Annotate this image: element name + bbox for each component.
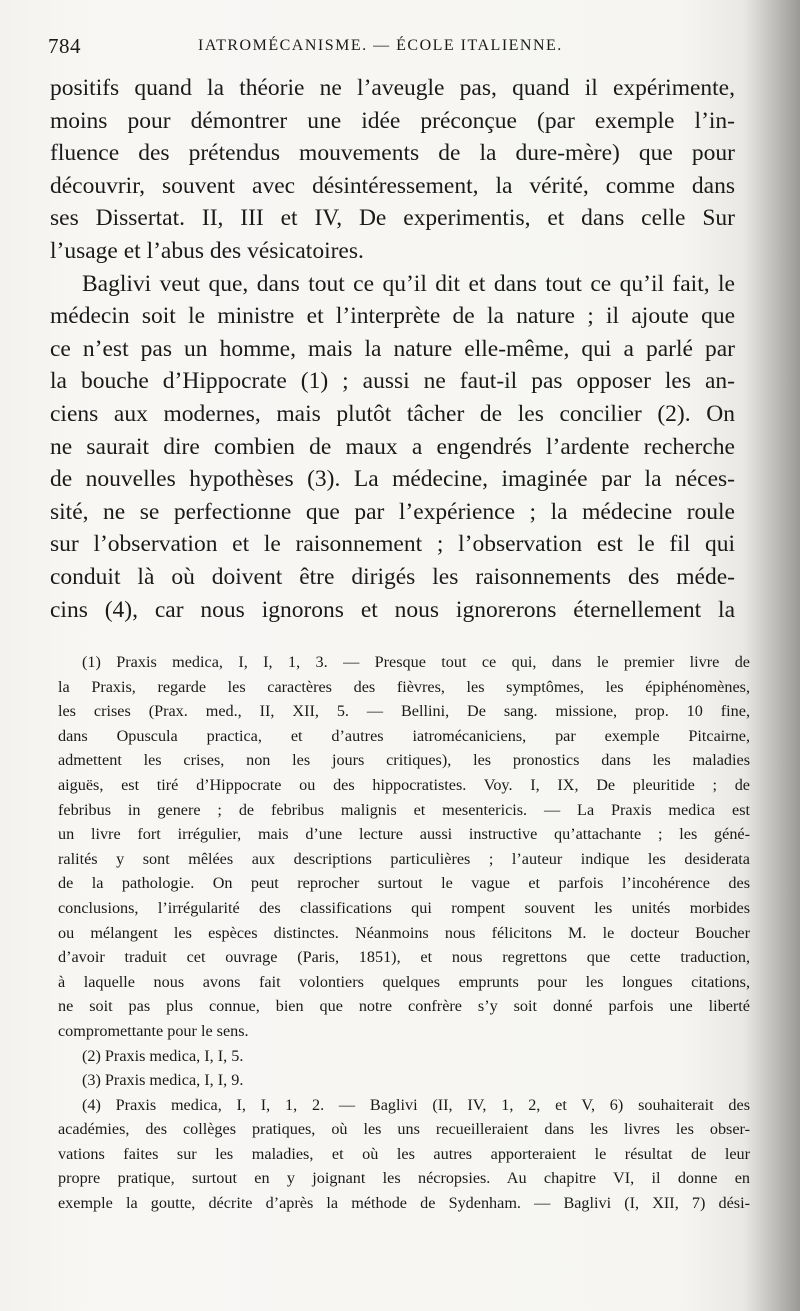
body-line: fluence des prétendus mouvements de la dure-mère) que pour [50,140,735,167]
body-line: la bouche d’Hippocrate (1) ; aussi ne faut-il pas opposer les an- [50,368,735,395]
body-line: ses Dissertat. II, III et IV, De experimentis, et dans celle Sur [50,205,735,232]
footnote-line: compromettante pour le sens. [58,1021,249,1040]
footnote-line: ou mélangent les espèces distinctes. Néanmoins nous félicitons M. le docteur Boucher [58,923,750,942]
footnote-line: dans Opuscula practica, et d’autres iatromécaniciens, par exemple Pitcairne, [58,726,750,745]
body-line: ciens aux modernes, mais plutôt tâcher de les concilier (2). On [50,400,735,427]
body-line: découvrir, souvent avec désintéressement, la vérité, comme dans [50,172,735,199]
footnote-line: vations faites sur les maladies, et où les autres apporteraient le résultat de leur [58,1144,750,1163]
body-line: positifs quand la théorie ne l’aveugle pas, quand il expérimente, [50,75,735,101]
footnote-line: admettent les crises, non les jours critiques), les pronostics dans les maladies [58,751,750,770]
footnote-line: (1) Praxis medica, I, I, 1, 3. — Presque tout ce qui, dans le premier livre de [82,653,750,671]
footnote-line: un livre fort irrégulier, mais d’une lecture aussi instructive qu’attachante ; les géné- [58,825,750,844]
footnote-line: ne soit pas plus connue, bien que notre confrère s’y soit donné parfois une liberté [58,997,750,1016]
body-line: sur l’observation et le raisonnement ; l’observation est le fil qui [50,531,735,558]
footnote-line: d’avoir traduit cet ouvrage (Paris, 1851), et nous regrettons que cette traduction, [58,948,750,967]
body-line: ce n’est pas un homme, mais la nature elle-même, qui a parlé par [50,335,735,362]
body-line: ne saurait dire combien de maux a engendrés l’ardente recherche [50,433,735,460]
body-line: médecin soit le ministre et l’interprète de la nature ; il ajoute que [50,303,735,330]
footnote-line: à laquelle nous avons fait volontiers quelques emprunts pour les longues citations, [58,972,750,991]
footnote-line: (3) Praxis medica, I, I, 9. [82,1071,244,1090]
running-head: IATROMÉCANISME. — ÉCOLE ITALIENNE. [198,37,563,54]
footnote-line: propre pratique, surtout en y joignant les nécropsies. Au chapitre VI, il donne en [58,1169,750,1188]
body-line: conduit là où doivent être dirigés les raisonnements des méde- [50,563,735,590]
main-body-text [50,72,740,626]
footnotes [58,650,750,1216]
footnote-line: (4) Praxis medica, I, I, 1, 2. — Baglivi (II, IV, 1, 2, et V, 6) souhaiterait des [82,1095,750,1114]
footnote-line: académies, des collèges pratiques, où les uns recueilleraient dans les livres les obser- [58,1120,750,1139]
footnote-line: (2) Praxis medica, I, I, 5. [82,1046,244,1065]
page-number: 784 [48,34,81,58]
body-line: de nouvelles hypothèses (3). La médecine, imaginée par la néces- [50,466,735,493]
body-line: cins (4), car nous ignorons et nous ignorerons éternellement la [50,596,735,623]
footnote-line: ralités y sont mêlées aux descriptions particulières ; l’auteur indique les desiderata [58,849,750,868]
body-line: sité, ne se perfectionne que par l’expérience ; la médecine roule [50,498,735,525]
footnote-line: de la pathologie. On peut reprocher surtout le vague et parfois l’incohérence des [58,874,750,893]
body-line: moins pour démontrer une idée préconçue (par exemple l’in- [50,107,735,134]
footnote-line: exemple la goutte, décrite d’après la méthode de Sydenham. — Baglivi (I, XII, 7) dési- [58,1194,750,1213]
page-header [48,34,748,62]
footnote-line: les crises (Prax. med., II, XII, 5. — Bellini, De sang. missione, prop. 10 fine, [58,702,750,721]
body-line: Baglivi veut que, dans tout ce qu’il dit et dans tout ce qu’il fait, le [82,270,735,297]
footnote-line: aiguës, est tiré d’Hippocrate ou des hippocratistes. Voy. I, IX, De pleuritide ; de [58,775,750,794]
footnote-line: la Praxis, regarde les caractères des fièvres, les symptômes, les épiphénomènes, [58,677,750,696]
footnote-line: conclusions, l’irrégularité des classifications qui rompent souvent les unités morbides [58,898,750,917]
body-line: l’usage et l’abus des vésicatoires. [50,237,364,264]
footnote-line: febribus in genere ; de febribus malignis et mesentericis. — La Praxis medica est [58,800,750,819]
